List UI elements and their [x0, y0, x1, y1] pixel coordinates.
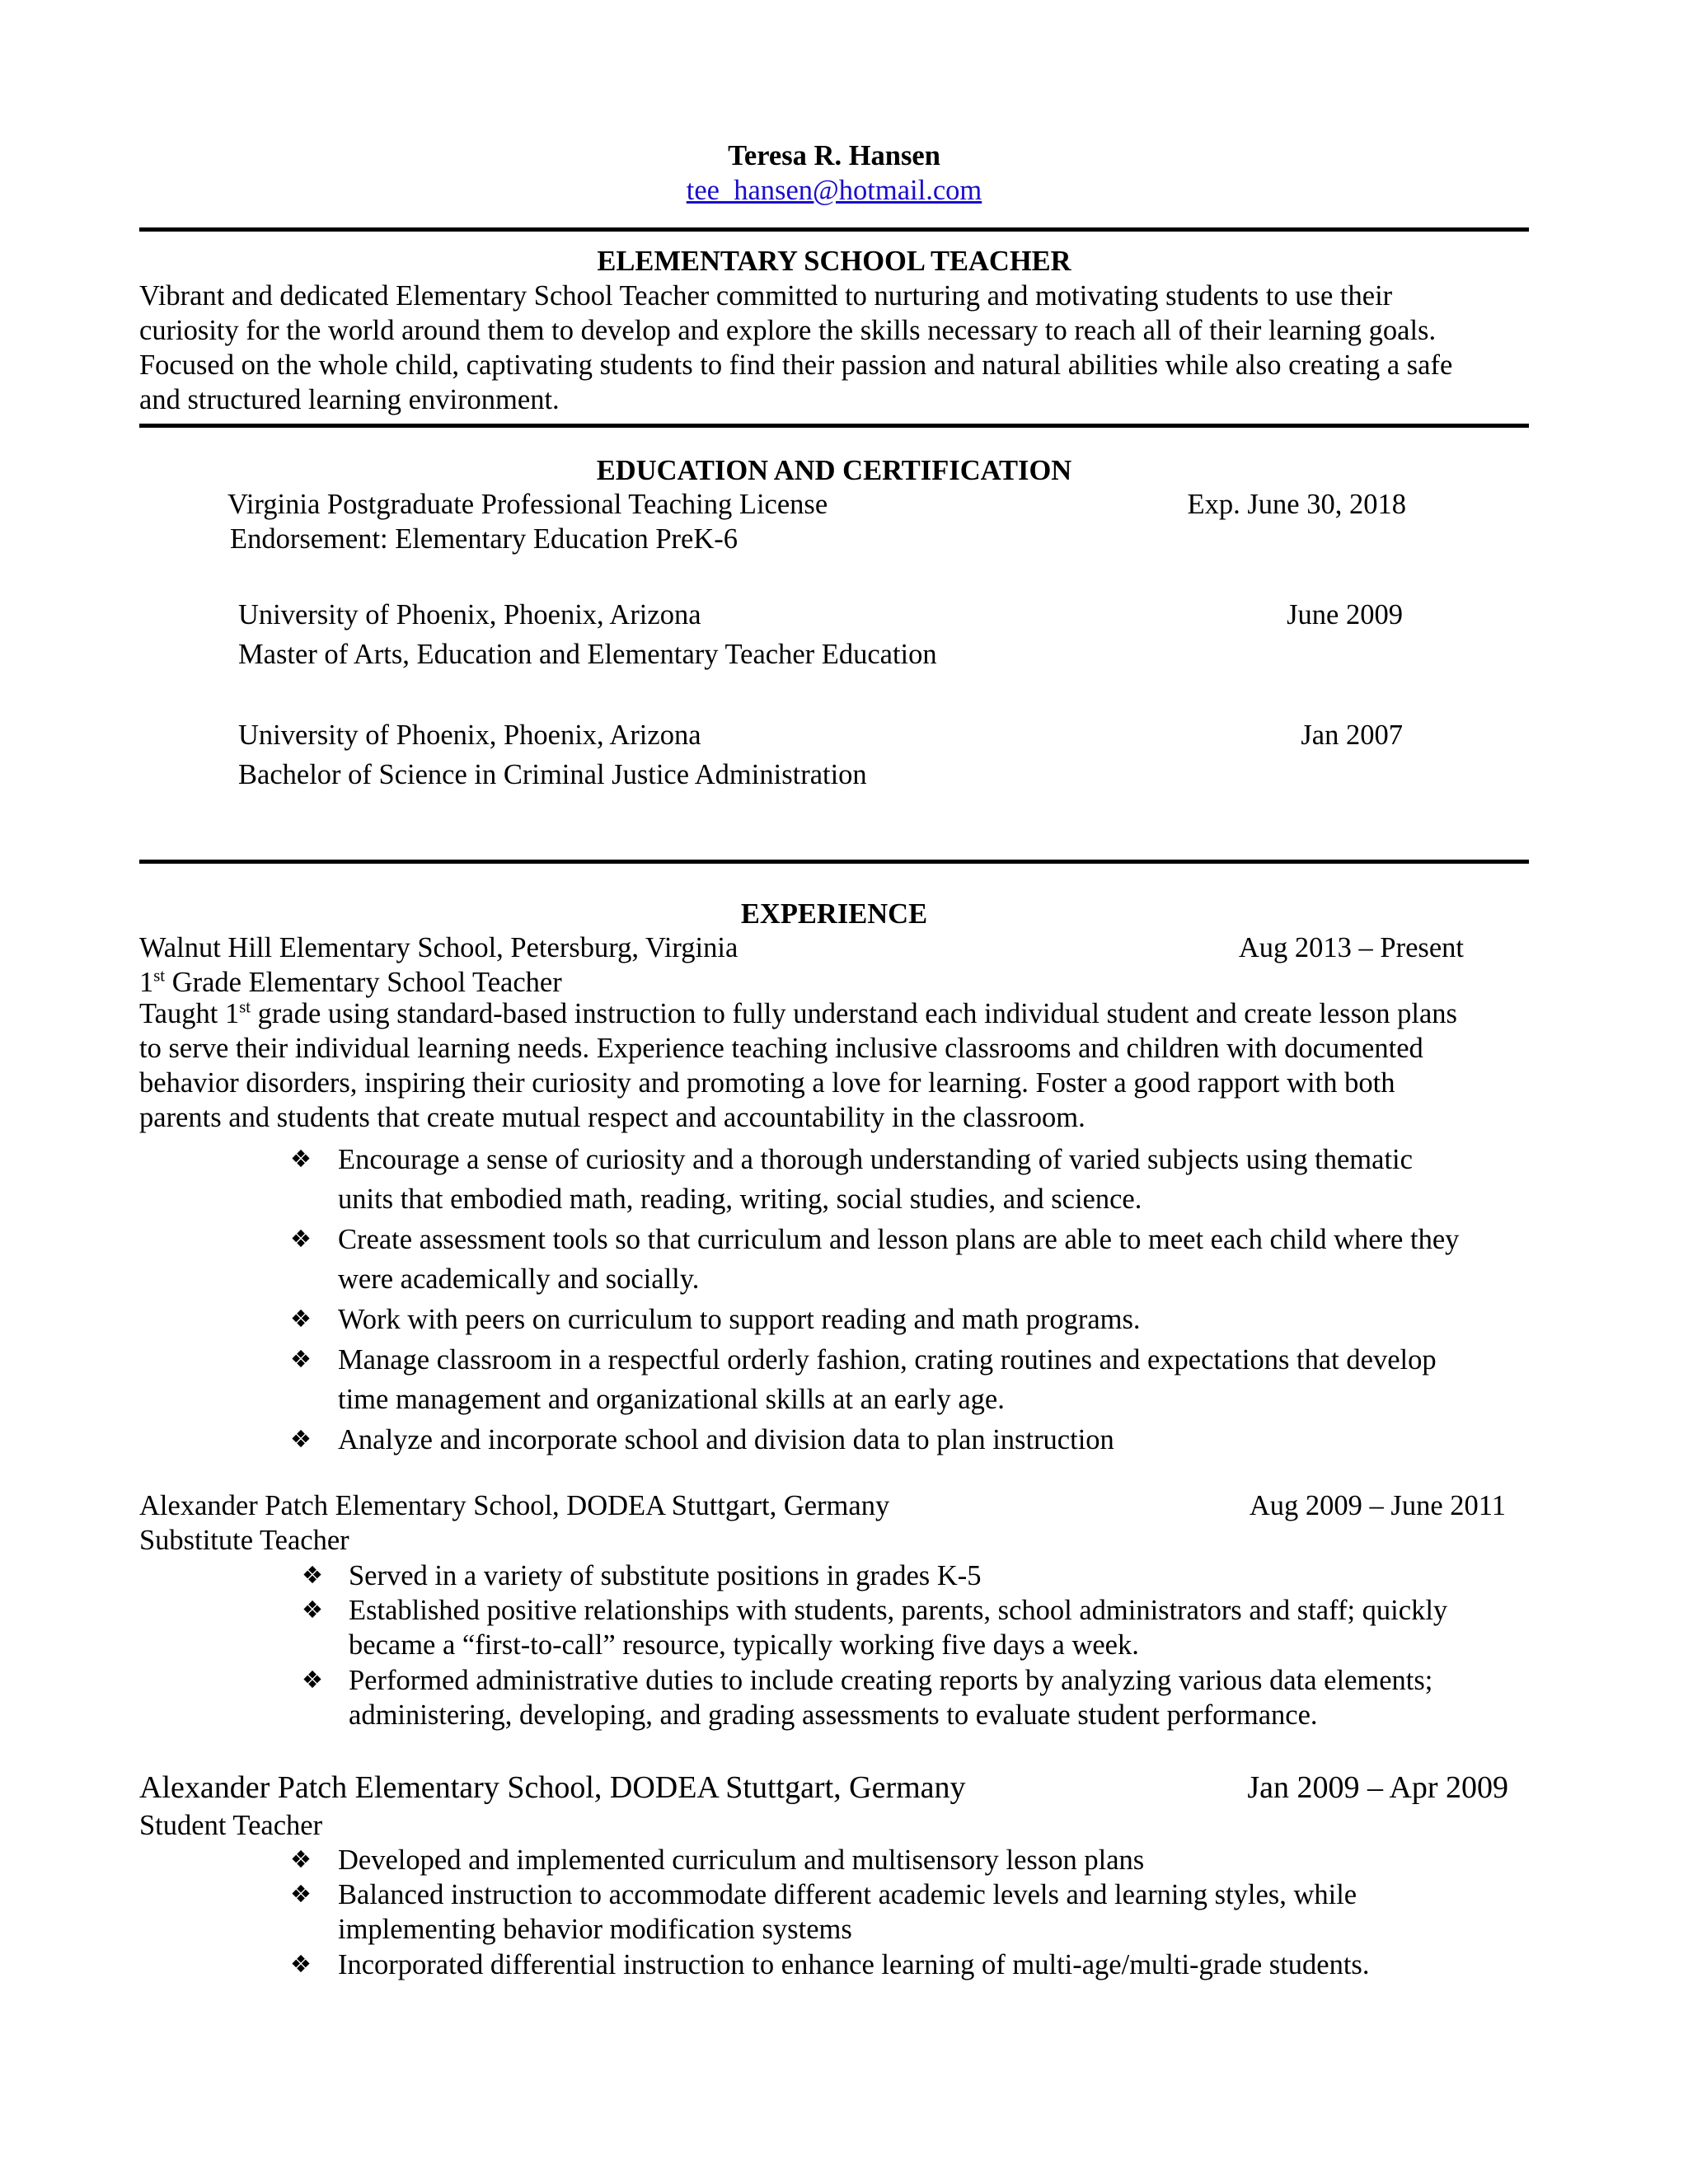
job-description-line: parents and students that create mutual respect and accountability in the classroom.: [139, 1102, 1085, 1133]
experience-title: EXPERIENCE: [740, 898, 928, 930]
license-name: Virginia Postgraduate Professional Teaching License: [227, 489, 828, 520]
job-dates: Aug 2013 – Present: [1238, 932, 1464, 963]
bullet-line: Analyze and incorporate school and division data to plan instruction: [338, 1424, 1114, 1455]
summary-line: Vibrant and dedicated Elementary School Teacher committed to nurturing and motivating students to use their: [139, 280, 1393, 312]
diamond-bullet-icon: ❖: [290, 1225, 312, 1253]
bullet-line: Served in a variety of substitute positions in grades K-5: [349, 1560, 982, 1591]
diamond-bullet-icon: ❖: [302, 1666, 323, 1694]
bullet-line: Performed administrative duties to include creating reports by analyzing various data elements;: [349, 1665, 1433, 1696]
diamond-bullet-icon: ❖: [290, 1425, 312, 1453]
bullet-line: Manage classroom in a respectful orderly fashion, crating routines and expectations that develop: [338, 1344, 1437, 1376]
summary-title: ELEMENTARY SCHOOL TEACHER: [597, 246, 1071, 277]
bullet-line: became a “first-to-call” resource, typically working five days a week.: [349, 1629, 1139, 1661]
degree-school: University of Phoenix, Phoenix, Arizona: [238, 599, 701, 630]
divider-education: [139, 860, 1529, 864]
bullet-line: were academically and socially.: [338, 1263, 700, 1295]
job-role: 1st Grade Elementary School Teacher: [139, 967, 562, 998]
degree-school: University of Phoenix, Phoenix, Arizona: [238, 719, 701, 751]
bullet-line: time management and organizational skills at an early age.: [338, 1384, 1005, 1415]
summary-paragraph: [139, 279, 1553, 417]
license-date: Exp. June 30, 2018: [1187, 489, 1406, 520]
diamond-bullet-icon: ❖: [290, 1345, 312, 1373]
diamond-bullet-icon: ❖: [302, 1596, 323, 1624]
bullet-line: administering, developing, and grading assessments to evaluate student performance.: [349, 1699, 1318, 1731]
diamond-bullet-icon: ❖: [290, 1950, 312, 1978]
bullet-line: Create assessment tools so that curriculum and lesson plans are able to meet each child where they: [338, 1224, 1460, 1255]
job-description: [139, 996, 1553, 1135]
bullet-line: Work with peers on curriculum to support reading and math programs.: [338, 1304, 1141, 1335]
degree-title: Bachelor of Science in Criminal Justice Administration: [238, 759, 867, 790]
email-link[interactable]: tee_hansen@hotmail.com: [686, 175, 982, 206]
bullet-line: units that embodied math, reading, writing, social studies, and science.: [338, 1183, 1142, 1215]
diamond-bullet-icon: ❖: [302, 1561, 323, 1589]
job-dates: Jan 2009 – Apr 2009: [1247, 1770, 1508, 1805]
job-dates: Aug 2009 – June 2011: [1249, 1490, 1506, 1521]
summary-line: curiosity for the world around them to develop and explore the skills necessary to reach all of their learning goals.: [139, 315, 1437, 346]
summary-line: and structured learning environment.: [139, 384, 560, 415]
divider-header: [139, 227, 1529, 232]
bullet-line: Incorporated differential instruction to enhance learning of multi-age/multi-grade students.: [338, 1949, 1370, 1980]
bullet-line: Established positive relationships with students, parents, school administrators and staff; quickly: [349, 1595, 1448, 1626]
diamond-bullet-icon: ❖: [290, 1880, 312, 1908]
diamond-bullet-icon: ❖: [290, 1305, 312, 1333]
degree-title: Master of Arts, Education and Elementary Teacher Education: [238, 639, 937, 670]
job-description-line: to serve their individual learning needs. Experience teaching inclusive classrooms and children with documented: [139, 1033, 1423, 1064]
diamond-bullet-icon: ❖: [290, 1145, 312, 1173]
diamond-bullet-icon: ❖: [290, 1845, 312, 1873]
bullet-line: Balanced instruction to accommodate different academic levels and learning styles, while: [338, 1879, 1357, 1910]
candidate-name: Teresa R. Hansen: [728, 140, 940, 171]
job-description-line: behavior disorders, inspiring their curiosity and promoting a love for learning. Foster a good rapport with both: [139, 1067, 1395, 1099]
education-title: EDUCATION AND CERTIFICATION: [596, 455, 1072, 486]
bullet-line: Encourage a sense of curiosity and a thorough understanding of varied subjects using thematic: [338, 1144, 1413, 1175]
job-employer: Walnut Hill Elementary School, Petersburg, Virginia: [139, 932, 738, 963]
job-employer: Alexander Patch Elementary School, DODEA Stuttgart, Germany: [139, 1490, 890, 1521]
job-employer: Alexander Patch Elementary School, DODEA Stuttgart, Germany: [139, 1770, 966, 1805]
divider-summary: [139, 424, 1529, 428]
bullet-line: Developed and implemented curriculum and multisensory lesson plans: [338, 1844, 1145, 1876]
job-role: Student Teacher: [139, 1810, 323, 1841]
email-link-wrap: [139, 176, 1529, 205]
bullet-line: implementing behavior modification systems: [338, 1914, 852, 1945]
job-role: Substitute Teacher: [139, 1525, 349, 1556]
license-endorsement: Endorsement: Elementary Education PreK-6: [230, 523, 738, 555]
job-description-line: Taught 1st grade using standard-based instruction to fully understand each individual student and create lesson plans: [139, 998, 1457, 1029]
degree-date: June 2009: [1287, 599, 1403, 630]
summary-line: Focused on the whole child, captivating students to find their passion and natural abilities while also creating a safe: [139, 349, 1453, 381]
degree-date: Jan 2007: [1301, 719, 1403, 751]
